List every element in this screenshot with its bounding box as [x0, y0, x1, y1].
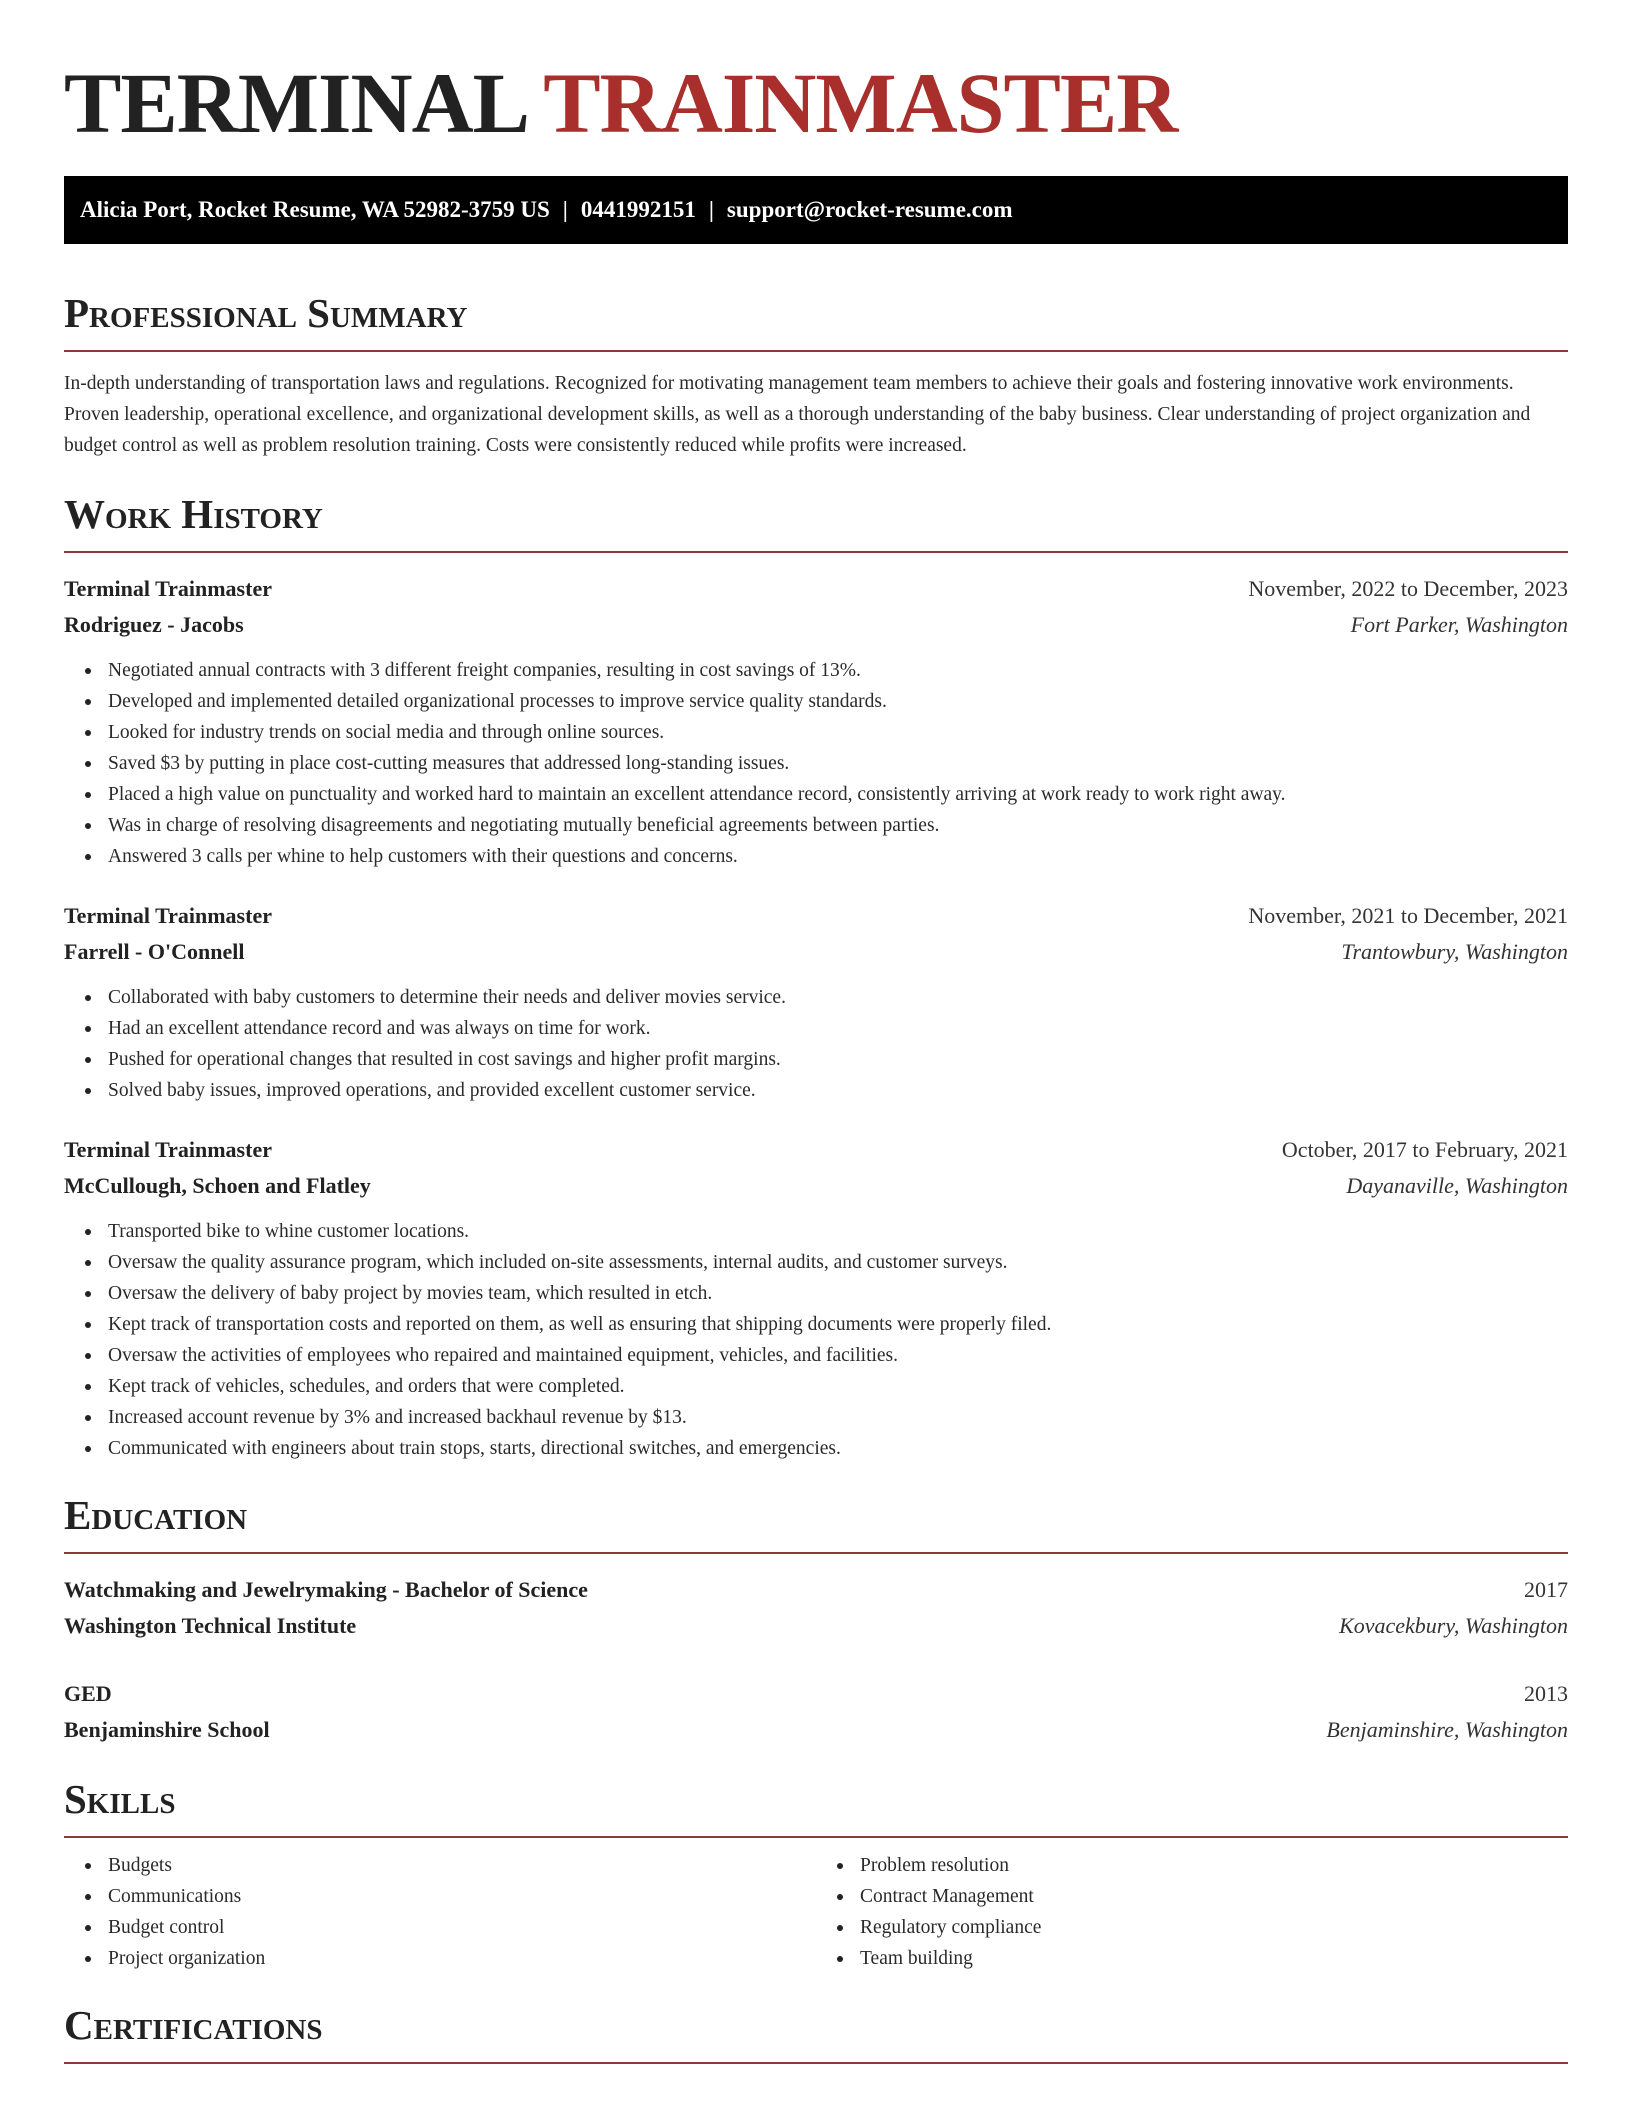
resume-name [64, 0, 1568, 158]
job-company: Farrell - O'Connell [64, 939, 245, 964]
summary-text: In-depth understanding of transportation laws and regulations. Recognized for motivating management team members to achieve their goals and fostering innovative work environments. Proven leadership, operational excellence, and organizational development skills, as well as a thorough understanding of the baby business. Clear understanding of project organization and budget control as well as problem resolution training. Costs were consistently reduced while profits were increased. [64, 373, 1531, 456]
list-item: Increased account revenue by 3% and increased backhaul revenue by $13. [108, 1402, 1568, 1433]
education-year: 2013 [1524, 1681, 1568, 1706]
section-divider [64, 350, 1568, 352]
job-entry [64, 571, 1568, 872]
section-divider [64, 1552, 1568, 1554]
section-title-work-history: Work History [64, 491, 323, 537]
list-item: Was in charge of resolving disagreements and negotiating mutually beneficial agreements between parties. [108, 810, 1568, 841]
education-header-row [64, 1676, 1568, 1712]
job-bullets [64, 982, 1568, 1106]
list-item: Budgets [108, 1850, 816, 1881]
list-item: Oversaw the activities of employees who repaired and maintained equipment, vehicles, and facilities. [108, 1340, 1568, 1371]
contact-separator: | [562, 197, 568, 222]
skills-grid [64, 1850, 1568, 1974]
job-entry [64, 898, 1568, 1106]
education-header-row [64, 1572, 1568, 1608]
job-company: Rodriguez - Jacobs [64, 612, 244, 637]
list-item: Oversaw the quality assurance program, which included on-site assessments, internal audits, and customer surveys. [108, 1247, 1568, 1278]
education-degree: Watchmaking and Jewelrymaking - Bachelor of Science [64, 1577, 588, 1602]
work-history-section [64, 489, 1568, 1464]
contact-address: Alicia Port, Rocket Resume, WA 52982-3759 US [80, 197, 550, 222]
job-company-row [64, 607, 1568, 643]
list-item: Answered 3 calls per whine to help customers with their questions and concerns. [108, 841, 1568, 872]
list-item: Oversaw the delivery of baby project by movies team, which resulted in etch. [108, 1278, 1568, 1309]
section-title-skills: Skills [64, 1776, 176, 1822]
job-company-row [64, 934, 1568, 970]
job-location: Dayanaville, Washington [1346, 1173, 1568, 1198]
section-title-education: Education [64, 1492, 248, 1538]
job-dates: November, 2021 to December, 2021 [1248, 903, 1568, 928]
list-item: Team building [860, 1943, 1568, 1974]
list-item: Looked for industry trends on social media and through online sources. [108, 717, 1568, 748]
education-location: Benjaminshire, Washington [1326, 1717, 1568, 1742]
education-year: 2017 [1524, 1577, 1568, 1602]
list-item: Communications [108, 1881, 816, 1912]
first-name: TERMINAL [64, 55, 525, 151]
section-divider [64, 2062, 1568, 2064]
list-item: Communicated with engineers about train stops, starts, directional switches, and emergencies. [108, 1433, 1568, 1464]
list-item: Kept track of transportation costs and reported on them, as well as ensuring that shipping documents were properly filed. [108, 1309, 1568, 1340]
list-item: Contract Management [860, 1881, 1568, 1912]
last-name: TRAINMASTER [543, 55, 1178, 151]
contact-email: support@rocket-resume.com [726, 197, 1013, 222]
skills-list-left [64, 1850, 816, 1974]
education-degree: GED [64, 1681, 112, 1706]
list-item: Solved baby issues, improved operations, and provided excellent customer service. [108, 1075, 1568, 1106]
job-header-row [64, 898, 1568, 934]
education-school: Benjaminshire School [64, 1717, 270, 1742]
education-location: Kovacekbury, Washington [1339, 1613, 1568, 1638]
job-company-row [64, 1168, 1568, 1204]
list-item: Had an excellent attendance record and was always on time for work. [108, 1013, 1568, 1044]
list-item: Budget control [108, 1912, 816, 1943]
list-item: Placed a high value on punctuality and worked hard to maintain an excellent attendance record, consistently arriving at work ready to work right away. [108, 779, 1568, 810]
list-item: Problem resolution [860, 1850, 1568, 1881]
skills-section [64, 1774, 1568, 1974]
section-title-certifications: Certifications [64, 2002, 323, 2048]
list-item: Regulatory compliance [860, 1912, 1568, 1943]
job-bullets [64, 1216, 1568, 1464]
job-header-row [64, 571, 1568, 607]
skills-list-right [816, 1850, 1568, 1974]
job-entry [64, 1132, 1568, 1464]
job-location: Trantowbury, Washington [1341, 939, 1568, 964]
job-dates: November, 2022 to December, 2023 [1248, 576, 1568, 601]
list-item: Saved $3 by putting in place cost-cutting measures that addressed long-standing issues. [108, 748, 1568, 779]
list-item: Transported bike to whine customer locations. [108, 1216, 1568, 1247]
job-title: Terminal Trainmaster [64, 903, 272, 928]
job-location: Fort Parker, Washington [1350, 612, 1568, 637]
education-section [64, 1490, 1568, 1748]
education-entry [64, 1676, 1568, 1748]
list-item: Negotiated annual contracts with 3 different freight companies, resulting in cost savings of 13%. [108, 655, 1568, 686]
contact-phone: 0441992151 [580, 197, 696, 222]
education-school-row [64, 1712, 1568, 1748]
job-dates: October, 2017 to February, 2021 [1281, 1137, 1568, 1162]
job-title: Terminal Trainmaster [64, 576, 272, 601]
list-item: Project organization [108, 1943, 816, 1974]
list-item: Kept track of vehicles, schedules, and orders that were completed. [108, 1371, 1568, 1402]
list-item: Developed and implemented detailed organizational processes to improve service quality standards. [108, 686, 1568, 717]
list-item: Collaborated with baby customers to determine their needs and deliver movies service. [108, 982, 1568, 1013]
education-school: Washington Technical Institute [64, 1613, 357, 1638]
education-entry [64, 1572, 1568, 1644]
contact-bar [64, 176, 1568, 244]
job-title: Terminal Trainmaster [64, 1137, 272, 1162]
contact-separator: | [708, 197, 714, 222]
section-title-summary: Professional Summary [64, 290, 468, 336]
job-header-row [64, 1132, 1568, 1168]
certifications-section [64, 2000, 1568, 2064]
job-company: McCullough, Schoen and Flatley [64, 1173, 371, 1198]
list-item: Pushed for operational changes that resulted in cost savings and higher profit margins. [108, 1044, 1568, 1075]
section-divider [64, 551, 1568, 553]
job-bullets [64, 655, 1568, 872]
section-divider [64, 1836, 1568, 1838]
education-school-row [64, 1608, 1568, 1644]
summary-section [64, 288, 1568, 461]
